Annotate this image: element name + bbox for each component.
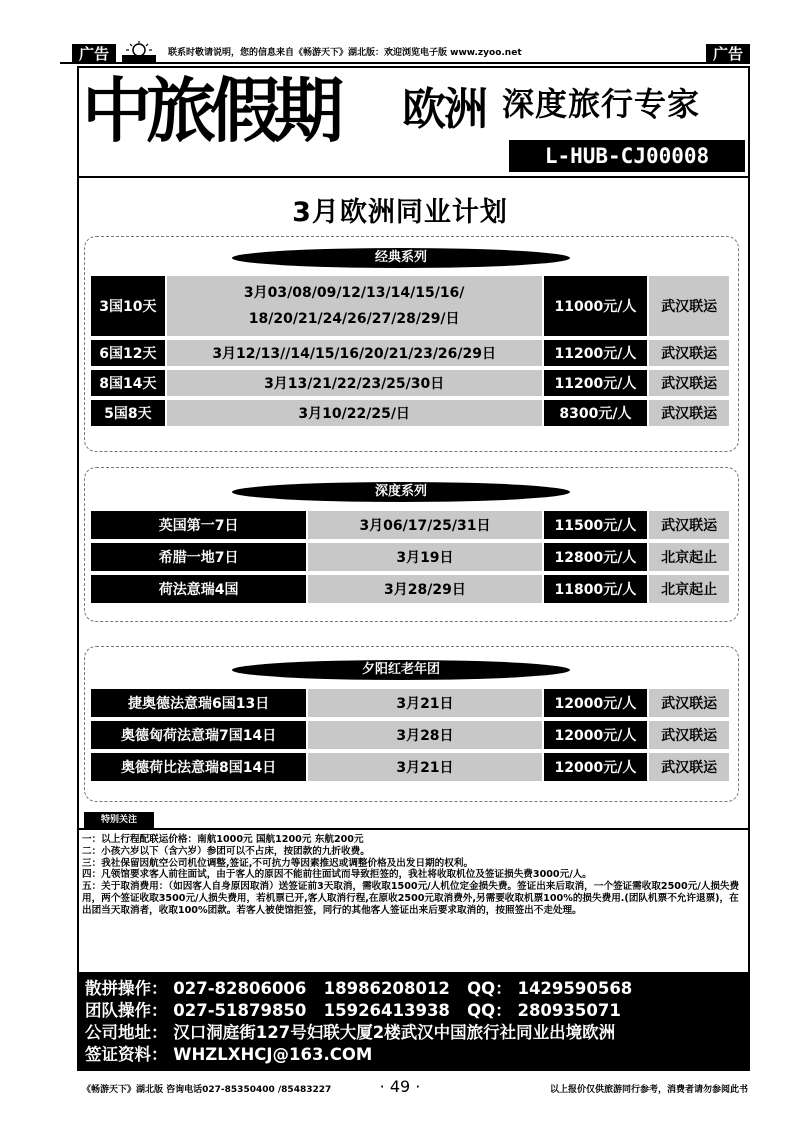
transport-cell: 武汉联运: [649, 370, 729, 396]
transport-cell: 武汉联运: [649, 511, 729, 539]
group-qq-label: QQ：: [467, 1001, 512, 1020]
page-number: · 49 ·: [379, 1077, 421, 1096]
special-attention-label: 特别关注: [84, 812, 154, 828]
address-label: 公司地址：: [85, 1023, 168, 1042]
transport-cell: 武汉联运: [649, 689, 729, 717]
magazine-logo-icon: [120, 41, 158, 63]
footer-right: 以上报价仅供旅游同行参考，消费者请勿参阅此书: [549, 1085, 748, 1095]
table-row: [91, 370, 729, 396]
table-row: [91, 721, 729, 749]
route-cell: 奥德荷比法意瑞8国14日: [91, 753, 306, 781]
transport-cell: 北京起止: [649, 543, 729, 571]
route-cell: 英国第一7日: [91, 511, 306, 539]
group-qq: 280935071: [517, 1001, 621, 1020]
table-row: [91, 543, 729, 571]
price-cell: 11200元/人: [544, 340, 648, 366]
route-cell: 6国12天: [91, 340, 165, 366]
note-item: 三：我社保留因航空公司机位调整,签证,不可抗力等因素推迟或调整价格及出发日期的权利。: [82, 857, 474, 869]
page-title: 3月欧洲同业计划: [292, 197, 508, 228]
price-cell: 11800元/人: [544, 575, 648, 603]
route-cell: 荷法意瑞4国: [91, 575, 306, 603]
dates-cell: [167, 276, 542, 336]
route-cell: 希腊一地7日: [91, 543, 306, 571]
dates-cell: 3月13/21/22/23/25/30日: [167, 370, 542, 396]
contact-block: [77, 972, 750, 1071]
brand-name: 中旅假期: [82, 69, 338, 152]
dates-cell: 3月21日: [308, 753, 541, 781]
dates-cell: 3月28/29日: [308, 575, 541, 603]
dates-cell: 3月21日: [308, 689, 541, 717]
transport-cell: 北京起止: [649, 575, 729, 603]
price-cell: 11500元/人: [544, 511, 648, 539]
transport-cell: 武汉联运: [649, 721, 729, 749]
visa-label: 签证资料：: [85, 1045, 168, 1064]
dates-line-2: 18/20/21/24/26/27/28/29/日: [248, 311, 460, 327]
dates-cell: 3月12/13/​/14/15/16/20/21/23/26/29日: [167, 340, 542, 366]
contact-retail: [85, 978, 750, 1000]
dates-cell: 3月06/17/25/31日: [308, 511, 541, 539]
notes-list: [82, 834, 746, 917]
group-label: 团队操作：: [85, 1001, 168, 1020]
transport-cell: 武汉联运: [649, 276, 729, 336]
footer-left: 《畅游天下》湖北版 咨询电话027-85350400 /85483227: [82, 1085, 332, 1095]
top-rule: [60, 62, 740, 64]
price-cell: 11000元/人: [544, 276, 648, 336]
route-cell: 3国10天: [91, 276, 165, 336]
brand-region: 欧洲: [402, 84, 486, 135]
visa-email: WHZLXHCJ@163.COM: [173, 1045, 373, 1064]
retail-phone: 027-82806006: [173, 979, 307, 998]
brand-slogan: 深度旅行专家: [502, 85, 701, 123]
special-rule: [77, 828, 750, 830]
table-row: [91, 276, 729, 336]
price-cell: 12000元/人: [544, 689, 648, 717]
section-title-classic: 经典系列: [232, 248, 570, 268]
group-phone: 027-51879850: [173, 1001, 307, 1020]
price-cell: 11200元/人: [544, 370, 648, 396]
section-title-deep: 深度系列: [232, 482, 570, 502]
table-row: [91, 400, 729, 426]
route-cell: 奥德匈荷法意瑞7国14日: [91, 721, 306, 749]
dates-cell: 3月28日: [308, 721, 541, 749]
ad-label-right: 广告: [706, 44, 750, 64]
contact-visa: [85, 1044, 750, 1066]
price-cell: 8300元/人: [544, 400, 648, 426]
note-item: 五：关于取消费用：（如因客人自身原因取消）送签证前3天取消，需收取1500元/人机位定金损失费。签证出来后取消，一个签证需收取2500元/人损失费用，两个签证收取3500元/人损失费用，若机票已开,客人取消行程,在原收2500元取消费外,另需要收取机票100%的损失费用.(团队机票不允许退票)，在出团当天取消者，收取100%团款。若客人被使馆拒签，同行的其他客人签证出来后要求取消的，按照签出不走处理。: [82, 881, 740, 916]
license-code: L-HUB-CJ00008: [509, 140, 745, 172]
address-text: 汉口洞庭街127号妇联大厦2楼武汉中国旅行社同业出境欧洲: [173, 1023, 616, 1042]
dates-cell: 3月19日: [308, 543, 541, 571]
top-info-text: 联系时敬请说明，您的信息来自《畅游天下》湖北版：欢迎浏览电子版 www.zyoo.net: [168, 48, 522, 58]
table-row: [91, 689, 729, 717]
route-cell: 5国8天: [91, 400, 165, 426]
table-row: [91, 511, 729, 539]
route-cell: 捷奥德法意瑞6国13日: [91, 689, 306, 717]
contact-group: [85, 1000, 750, 1022]
group-mobile: 15926413938: [323, 1001, 450, 1020]
dates-cell: 3月10/22/25/日: [167, 400, 542, 426]
price-cell: 12000元/人: [544, 753, 648, 781]
route-cell: 8国14天: [91, 370, 165, 396]
transport-cell: 武汉联运: [649, 340, 729, 366]
dates-line-1: 3月03/08/09/12/13/14/15/16/: [243, 285, 465, 301]
note-item: 四：凡领馆要求客人前往面试，由于客人的原因不能前往面试而导致拒签的，我社将收取机位及签证损失费3000元/人。: [82, 869, 592, 881]
price-cell: 12800元/人: [544, 543, 648, 571]
retail-qq-label: QQ：: [467, 979, 512, 998]
contact-address: [85, 1022, 750, 1044]
note-item: 二：小孩六岁以下（含六岁）参团可以不占床，按团款的九折收费。: [82, 845, 370, 857]
retail-qq: 1429590568: [517, 979, 633, 998]
retail-label: 散拼操作：: [85, 979, 168, 998]
table-row: [91, 753, 729, 781]
table-row: [91, 340, 729, 366]
note-item: 一：以上行程配联运价格：南航1000元 国航1200元 东航200元: [82, 834, 364, 845]
header-rule: [77, 176, 750, 178]
table-row: [91, 575, 729, 603]
price-cell: 12000元/人: [544, 721, 648, 749]
ad-label-left: 广告: [72, 44, 116, 64]
transport-cell: 武汉联运: [649, 753, 729, 781]
transport-cell: 武汉联运: [649, 400, 729, 426]
section-title-senior: 夕阳红老年团: [232, 660, 570, 680]
retail-mobile: 18986208012: [323, 979, 450, 998]
